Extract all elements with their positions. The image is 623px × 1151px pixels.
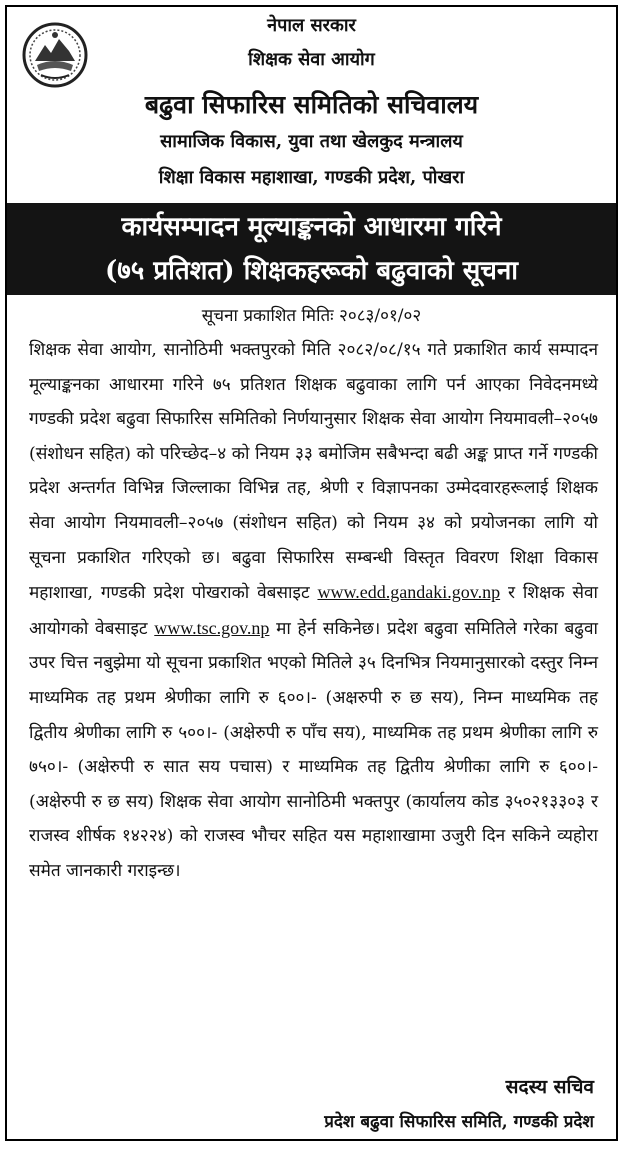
notice-title-banner (7, 203, 616, 295)
letterhead (7, 7, 616, 197)
commission-name: शिक्षक सेवा आयोग (248, 49, 375, 70)
tsc-website-link[interactable]: www.tsc.gov.np (154, 617, 270, 638)
secretariat-name: बढुवा सिफारिस समितिको सचिवालय (144, 90, 479, 119)
notice-body-part-2: र शिक्षक सेवा आयोगको वेबसाइट (29, 583, 598, 639)
notice-body-part-1: शिक्षक सेवा आयोग, सानोठिमी भक्तपुरको मिति २०८२/०८/१५ गते प्रकाशित कार्य सम्पादन मूल्याङ्कनका आधारमा गरिने ७५ प्रतिशत शिक्षक बढुवाका लागि पर्न आएका निवेदनमध्ये गण्डकी प्रदेश बढुवा सिफारिस समितिको निर्णयानुसार शिक्षक सेवा आयोग नियमावली–२०५७ (संशोधन सहित) को परिच्छेद–४ को नियम ३३ बमोजिम सबैभन्दा बढी अङ्क प्राप्त गर्ने गण्डकी प्रदेश अन्तर्गत विभिन्न जिल्लाका विभिन्न तह, श्रेणी र विज्ञापनका उम्मेदवारहरूलाई शिक्षक सेवा आयोग नियमावली–२०५७ (संशोधन सहित) को नियम ३४ को प्रयोजनका लागि यो सूचना प्रकाशित गरिएको छ। बढुवा सिफारिस सम्बन्धी विस्तृत विवरण शिक्षा विकास महाशाखा, गण्डकी प्रदेश पोखराको वेबसाइट (29, 340, 598, 604)
signatory-organization: प्रदेश बढुवा सिफारिस समिति, गण्डकी प्रदेश (324, 1112, 594, 1132)
signatory-title: सदस्य सचिव (505, 1076, 594, 1098)
division-name: शिक्षा विकास महाशाखा, गण्डकी प्रदेश, पोखरा (158, 167, 465, 188)
notice-title-line-1: कार्यसम्पादन मूल्याङ्कनको आधारमा गरिने (121, 212, 502, 242)
ministry-name: सामाजिक विकास, युवा तथा खेलकुद मन्त्रालय (160, 131, 463, 152)
notice-body-part-3: मा हेर्न सकिनेछ। प्रदेश बढुवा समितिले गरेका बढुवा उपर चित्त नबुझेमा यो सूचना प्रकाशित भएको मितिले ३५ दिनभित्र नियमानुसारको दस्तुर निम्न माध्यमिक तह प्रथम श्रेणीका लागि रु ६००।- (अक्षरुपी रु छ सय), निम्न माध्यमिक तह द्वितीय श्रेणीका लागि रु ५००।- (अक्षेरुपी रु पाँच सय), माध्यमिक तह प्रथम श्रेणीका लागि रु ७५०।- (अक्षेरुपी रु सात सय पचास) र माध्यमिक तह द्वितीय श्रेणीका लागि रु ६००।- (अक्षेरुपी रु छ सय) शिक्षक सेवा आयोग सानोठिमी भक्तपुर (कार्यालय कोड ३५०२१३३०३ र राजस्व शीर्षक १४२२४) को राजस्व भौचर सहित यस महाशाखामा उजुरी दिन सकिने व्यहोरा समेत जानकारी गराइन्छ। (29, 618, 598, 881)
notice-page (5, 5, 618, 1141)
edd-website-link[interactable]: www.edd.gandaki.gov.np (317, 582, 501, 603)
notice-title-line-2: (७५ प्रतिशत) शिक्षकहरूको बढुवाको सूचना (104, 256, 519, 286)
government-name: नेपाल सरकार (267, 15, 356, 36)
notice-body (29, 333, 598, 889)
publication-date: सूचना प्रकाशित मितिः २०८३/०१/०२ (201, 306, 422, 326)
